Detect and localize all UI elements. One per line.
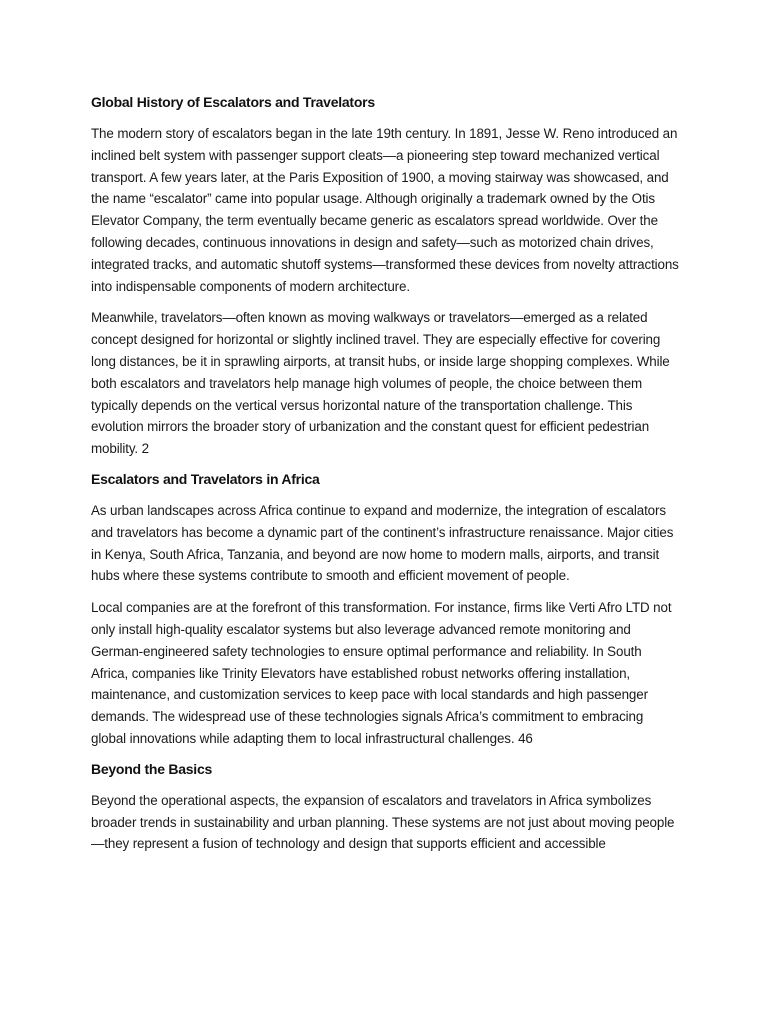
section-heading-africa: Escalators and Travelators in Africa: [91, 470, 320, 487]
paragraph-africa-urban: As urban landscapes across Africa continue to expand and modernize, the integration of escalators and travelators has become a dynamic part of the continent’s infrastructure renaissance. Major cities in Kenya, South Africa, Tanzania, and beyond are now home to modern malls, airports, and transit hubs where these systems contribute to smooth and efficient movement of people.: [91, 502, 674, 584]
paragraph-escalator-history: The modern story of escalators began in the late 19th century. In 1891, Jesse W. Reno introduced an inclined belt system with passenger support cleats—a pioneering step toward mechanized vertical transport. A few years later, at the Paris Exposition of 1900, a moving stairway was showcased, and the name “escalator” came into popular usage. Although originally a trademark owned by the Otis Elevator Company, the term eventually became generic as escalators spread worldwide. Over the following decades, continuous innovations in design and safety—such as motorized chain drives, integrated tracks, and automatic shutoff systems—transformed these devices from novelty attractions into indispensable components of modern architecture.: [91, 126, 679, 294]
document-body: [91, 92, 681, 855]
section-heading-beyond-basics: Beyond the Basics: [91, 760, 213, 777]
paragraph-local-companies: Local companies are at the forefront of this transformation. For instance, firms like Verti Afro LTD not only install high-quality escalator systems but also leverage advanced remote monitoring and German-engineered safety technologies to ensure optimal performance and reliability. In South Africa, companies like Trinity Elevators have established robust networks offering installation, maintenance, and customization services to keep pace with local standards and high passenger demands. The widespread use of these technologies signals Africa’s commitment to embracing global innovations while adapting them to local infrastructural challenges. 46: [91, 600, 672, 746]
paragraph-travelator-history: Meanwhile, travelators—often known as moving walkways or travelators—emerged as a related concept designed for horizontal or slightly inclined travel. They are especially effective for covering long distances, be it in sprawling airports, at transit hubs, or inside large shopping complexes. While both escalators and travelators help manage high volumes of people, the choice between them typically depends on the vertical versus horizontal nature of the transportation challenge. This evolution mirrors the broader story of urbanization and the constant quest for efficient pedestrian mobility. 2: [91, 310, 670, 457]
paragraph-beyond-basics: Beyond the operational aspects, the expansion of escalators and travelators in Africa symbolizes broader trends in sustainability and urban planning. These systems are not just about moving people—they represent a fusion of technology and design that supports efficient and accessible: [91, 792, 675, 852]
section-heading-global-history: Global History of Escalators and Travelators: [91, 94, 375, 110]
